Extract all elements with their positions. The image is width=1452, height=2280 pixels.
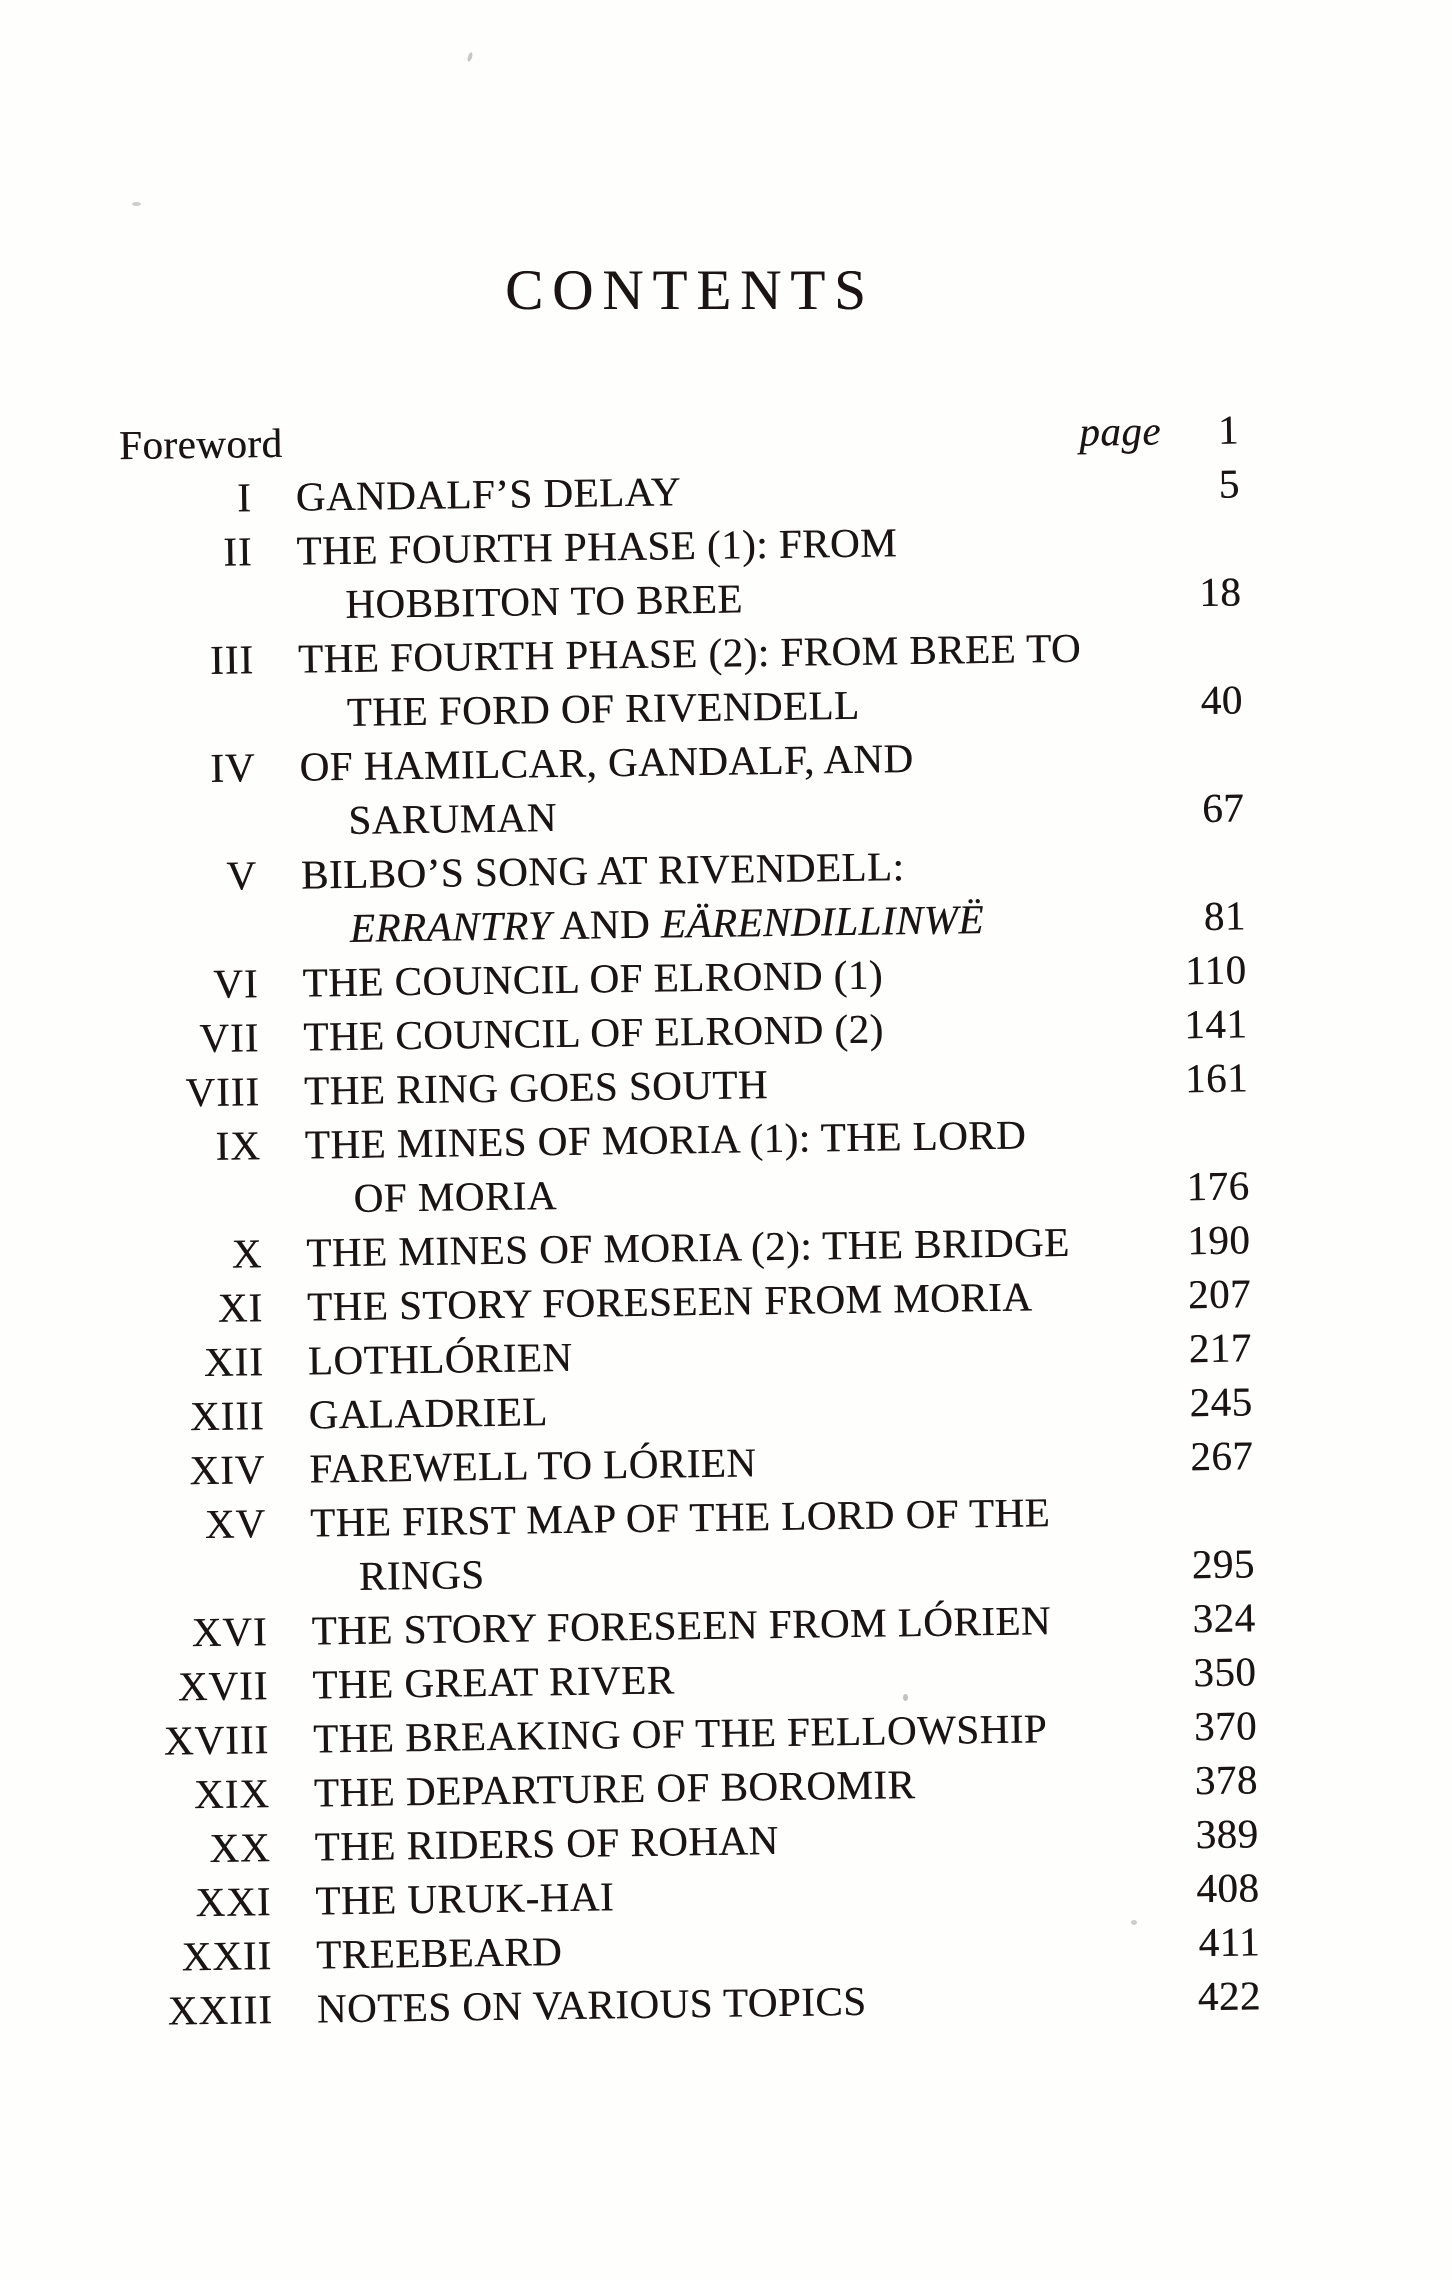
chapter-page-number: 81 — [1203, 892, 1247, 939]
foreword-page-number: 1 — [1217, 406, 1240, 453]
chapter-page-number: 245 — [1189, 1378, 1253, 1426]
chapter-numeral: II — [222, 528, 253, 575]
chapter-title-segment: RINGS — [358, 1551, 485, 1599]
chapter-title-segment: THE FOURTH PHASE (1): FROM — [296, 519, 898, 574]
chapter-title-segment: THE RING GOES SOUTH — [303, 1061, 769, 1114]
toc-entries — [119, 456, 1261, 2037]
table-of-contents — [119, 402, 1262, 2037]
chapter-numeral: XIX — [193, 1770, 271, 1818]
chapter-numeral: XXIII — [167, 1986, 274, 2034]
chapter-title-line — [317, 1969, 1192, 2035]
chapter-page-number: 18 — [1198, 568, 1242, 616]
chapter-title-segment: OF MORIA — [353, 1172, 558, 1221]
chapter-numeral: XIII — [189, 1392, 265, 1440]
chapter-page-number: 190 — [1186, 1216, 1251, 1264]
chapter-page-number: 5 — [1218, 460, 1241, 507]
chapter-title-segment: BILBO’S SONG AT RIVENDELL: — [300, 843, 905, 898]
chapter-title-segment: THE BREAKING OF THE FELLOWSHIP — [312, 1705, 1048, 1762]
chapter-title-italic-segment: ERRANTRY — [349, 902, 552, 951]
toc-entry — [123, 726, 1244, 850]
chapter-numeral: XIV — [189, 1446, 266, 1494]
chapter-title — [304, 1105, 1179, 1225]
chapter-title-italic-segment: EÄRENDILLINWË — [660, 896, 985, 947]
chapter-title-segment: THE FOURTH PHASE (2): FROM BREE TO — [297, 624, 1082, 682]
chapter-title — [301, 835, 1176, 955]
chapter-page-number: 110 — [1184, 946, 1247, 994]
chapter-page-number: 370 — [1193, 1702, 1258, 1750]
chapter-title-segment: THE MINES OF MORIA (1): THE LORD — [304, 1111, 1027, 1168]
chapter-title — [310, 1483, 1185, 1603]
chapter-title-segment: THE MINES OF MORIA (2): THE BRIDGE — [306, 1218, 1070, 1276]
chapter-page-number: 161 — [1184, 1054, 1249, 1102]
chapter-page-number: 350 — [1192, 1648, 1257, 1696]
chapter-page-number: 295 — [1191, 1540, 1256, 1588]
chapter-numeral: IX — [215, 1122, 262, 1169]
chapter-numeral: XV — [204, 1500, 267, 1547]
chapter-page-number: 176 — [1186, 1162, 1250, 1210]
chapter-title-segment: GALADRIEL — [308, 1388, 548, 1438]
chapter-numeral: XVI — [191, 1608, 268, 1656]
chapter-numeral: VII — [199, 1014, 260, 1062]
scan-speck — [132, 202, 141, 206]
chapter-title-segment: THE STORY FORESEEN FROM LÓRIEN — [311, 1597, 1052, 1654]
chapter-title-segment: LOTHLÓRIEN — [307, 1333, 573, 1384]
chapter-page-number: 141 — [1183, 1000, 1248, 1048]
chapter-title-segment: THE RIDERS OF ROHAN — [314, 1817, 779, 1870]
chapter-numeral: XI — [217, 1284, 264, 1331]
chapter-page-number: 67 — [1201, 784, 1245, 831]
chapter-title-segment: AND — [550, 900, 662, 949]
chapter-title-segment: THE FORD OF RIVENDELL — [346, 681, 860, 735]
chapter-title — [317, 1969, 1192, 2035]
chapter-numeral: III — [209, 636, 255, 683]
page-column-label: page — [1078, 407, 1162, 455]
chapter-title-segment: THE COUNCIL OF ELROND (1) — [302, 951, 884, 1006]
chapter-title-segment: THE DEPARTURE OF BOROMIR — [313, 1761, 916, 1816]
chapter-page-number: 389 — [1195, 1810, 1259, 1858]
chapter-title-segment: THE GREAT RIVER — [312, 1656, 675, 1708]
chapter-page-number: 408 — [1196, 1864, 1260, 1912]
chapter-numeral: XXII — [181, 1932, 273, 1980]
chapter-title-segment: THE COUNCIL OF ELROND (2) — [303, 1005, 884, 1060]
toc-entry — [125, 834, 1246, 958]
chapter-title-segment: TREEBEARD — [315, 1928, 563, 1978]
chapter-numeral: I — [236, 474, 253, 521]
toc-entry — [134, 1482, 1255, 1606]
chapter-numeral: VIII — [185, 1068, 261, 1116]
chapter-title-segment: FAREWELL TO LÓRIEN — [309, 1439, 757, 1492]
chapter-numeral: VI — [213, 960, 259, 1007]
chapter-title-segment: THE FIRST MAP OF THE LORD OF THE — [309, 1489, 1051, 1546]
chapter-page-number: 422 — [1197, 1972, 1262, 2020]
chapter-page-number: 267 — [1189, 1432, 1254, 1480]
toc-entry — [120, 510, 1241, 634]
chapter-title-segment: GANDALF’S DELAY — [295, 468, 682, 520]
chapter-title-segment: HOBBITON TO BREE — [344, 575, 744, 627]
chapter-numeral: IV — [209, 744, 256, 791]
foreword-spacer — [282, 405, 1079, 416]
chapter-numeral: V — [226, 852, 258, 899]
contents-title: CONTENTS — [505, 259, 875, 322]
chapter-page-number: 411 — [1198, 1918, 1261, 1966]
chapter-page-number: 217 — [1188, 1324, 1253, 1372]
chapter-title — [298, 619, 1173, 739]
chapter-title-segment: THE STORY FORESEEN FROM MORIA — [306, 1273, 1033, 1330]
chapter-title-segment: NOTES ON VARIOUS TOPICS — [316, 1977, 867, 2032]
chapter-numeral: XVIII — [163, 1716, 270, 1764]
chapter-numeral: XVII — [177, 1662, 269, 1710]
chapter-page-number: 324 — [1192, 1594, 1256, 1642]
foreword-label: Foreword — [118, 419, 283, 469]
chapter-title — [296, 511, 1171, 631]
chapter-numeral: XII — [203, 1338, 265, 1385]
chapter-numeral: XX — [209, 1824, 271, 1871]
chapter-title — [299, 727, 1174, 847]
toc-entry — [128, 1104, 1249, 1228]
chapter-page-number: 207 — [1187, 1270, 1252, 1318]
chapter-numeral: X — [231, 1230, 263, 1277]
chapter-numeral: XXI — [195, 1878, 272, 1926]
toc-entry — [122, 618, 1243, 742]
chapter-page-number: 378 — [1194, 1756, 1259, 1804]
scan-speck — [467, 52, 474, 63]
chapter-title-segment: OF HAMILCAR, GANDALF, AND — [299, 735, 914, 790]
chapter-title-segment: THE URUK-HAI — [315, 1873, 615, 1924]
chapter-page-number: 40 — [1200, 676, 1244, 723]
chapter-title-segment: SARUMAN — [348, 794, 558, 843]
